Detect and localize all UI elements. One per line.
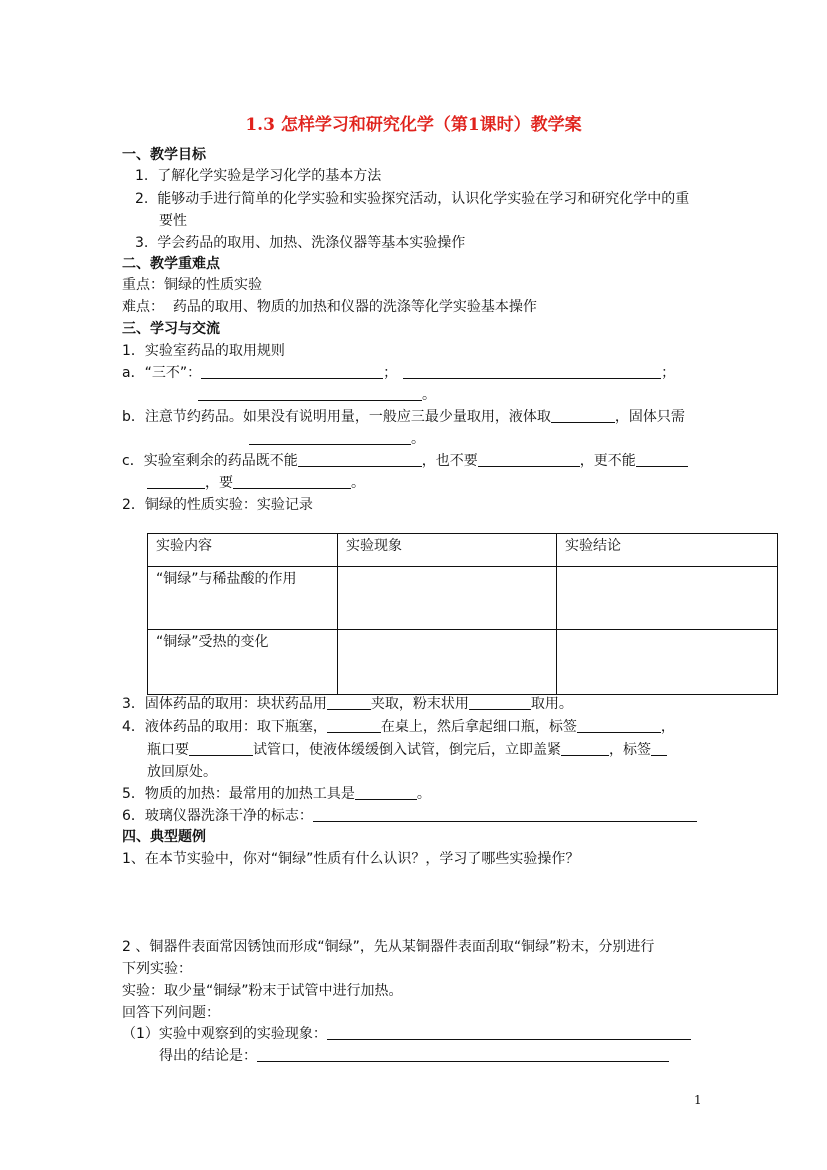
- period: 。: [351, 475, 365, 491]
- q4-text-f: ，标签: [609, 742, 651, 758]
- q4-text-e: 试管口，使液体缓缓倒入试管，倒完后，立即盖紧: [253, 742, 561, 758]
- rule-a-line2: [198, 386, 436, 404]
- q6-text: 6．玻璃仪器洗涤干净的标志：: [122, 808, 313, 824]
- question-4: [122, 718, 675, 736]
- key-point: 重点：铜绿的性质实验: [122, 277, 262, 293]
- section-heading-key-points: 二、教学重难点: [122, 256, 220, 272]
- rule-c-mid2: ，更不能: [579, 453, 636, 469]
- example-2-q1-conclusion: [159, 1047, 669, 1065]
- question-2: 2．铜绿的性质实验：实验记录: [122, 497, 313, 513]
- section-heading-study: 三、学习与交流: [122, 321, 220, 337]
- rule-c-mid3: ，要: [205, 475, 233, 491]
- blank-q3-2: [469, 695, 531, 710]
- example-2-answer-prompt: 回答下列问题：: [122, 1005, 220, 1021]
- experiment-record-table: [147, 533, 778, 695]
- rule-c-mid1: ，也不要: [421, 453, 478, 469]
- blank-c1: [298, 452, 422, 467]
- table-header-content: 实验内容: [148, 534, 338, 567]
- ex2-q1b-text: 得出的结论是：: [159, 1048, 257, 1064]
- blank-q4-1: [327, 718, 381, 733]
- q4-text-d: 瓶口要: [147, 742, 189, 758]
- blank-c4: [147, 474, 205, 489]
- blank-a2: [403, 364, 661, 379]
- table-header-phenomenon: 实验现象: [338, 534, 557, 567]
- goal-item-2-cont: 要性: [159, 213, 187, 229]
- separator: ；: [383, 365, 398, 381]
- period: 。: [422, 387, 436, 403]
- question-5: [122, 785, 431, 803]
- rule-c-line2: [147, 474, 365, 492]
- goal-item-2: 2. 能够动手进行简单的化学实验和实验探究活动，认识化学实验在学习和研究化学中的重: [135, 191, 690, 207]
- blank-a3: [198, 386, 422, 401]
- document-title: 1.3 怎样学习和研究化学（第1课时）教学案: [245, 115, 582, 135]
- table-row-1-phenomenon-cell[interactable]: [338, 567, 557, 630]
- blank-q5: [355, 785, 417, 800]
- section-heading-examples: 四、典型题例: [122, 829, 206, 845]
- period: 。: [416, 786, 431, 802]
- blank-ex2-q1b: [257, 1047, 669, 1062]
- q4-text-a: 4．液体药品的取用：取下瓶塞，: [122, 719, 327, 735]
- table-row-2-content: “铜绿”受热的变化: [148, 630, 338, 695]
- blank-q4-4: [561, 741, 609, 756]
- blank-c2: [478, 452, 580, 467]
- table-row-2-conclusion-cell[interactable]: [557, 630, 778, 695]
- question-3: [122, 695, 573, 713]
- difficult-point: 难点： 药品的取用、物质的加热和仪器的洗涤等化学实验基本操作: [122, 299, 537, 315]
- rule-b-mid: ，固体只需: [614, 409, 685, 425]
- blank-ex2-q1: [327, 1025, 691, 1040]
- blank-c3: [636, 452, 688, 467]
- example-1: 1、在本节实验中，你对“铜绿”性质有什么认识？，学习了哪些实验操作？: [122, 851, 580, 867]
- rule-a-line: [122, 364, 675, 382]
- blank-b1: [551, 408, 615, 423]
- blank-a1: [201, 364, 383, 379]
- table-row-1-conclusion-cell[interactable]: [557, 567, 778, 630]
- table-row-1-content: “铜绿”与稀盐酸的作用: [148, 567, 338, 630]
- example-2-line1: 2 、铜器件表面常因锈蚀而形成“铜绿”，先从某铜器件表面刮取“铜绿”粉末，分别进行: [122, 939, 655, 955]
- question-4-line2: [147, 741, 667, 759]
- q3-text-b: 夹取，粉末状用: [370, 696, 469, 712]
- question-1: 1．实验室药品的取用规则: [122, 343, 285, 359]
- example-2-experiment: 实验：取少量“铜绿”粉末于试管中进行加热。: [122, 983, 403, 999]
- rule-c-label: c．实验室剩余的药品既不能: [122, 453, 298, 469]
- table-row-2-phenomenon-cell[interactable]: [338, 630, 557, 695]
- q4-text-g: 放回原处。: [147, 764, 217, 780]
- separator: ；: [661, 365, 676, 381]
- table-header-conclusion: 实验结论: [557, 534, 778, 567]
- q4-text-b: 在桌上，然后拿起细口瓶，标签: [380, 719, 577, 735]
- q4-text-c: ，: [660, 719, 675, 735]
- blank-b2: [249, 430, 411, 445]
- goal-item-3: 3. 学会药品的取用、加热、洗涤仪器等基本实验操作: [135, 235, 466, 251]
- q3-text-c: 取用。: [530, 696, 573, 712]
- question-6: [122, 807, 697, 825]
- rule-b-text: b．注意节约药品。如果没有说明用量，一般应三最少量取用，液体取: [122, 409, 551, 425]
- ex2-q1-text: （1）实验中观察到的实验现象：: [122, 1026, 327, 1042]
- rule-b-line: [122, 408, 685, 426]
- blank-q4-2: [577, 718, 661, 733]
- example-2-q1: [122, 1025, 691, 1043]
- q3-text-a: 3．固体药品的取用：块状药品用: [122, 696, 327, 712]
- blank-q3-1: [327, 695, 371, 710]
- blank-c5: [233, 474, 351, 489]
- blank-q6: [313, 807, 697, 822]
- blank-q4-3: [189, 741, 253, 756]
- example-2-line2: 下列实验：: [122, 961, 192, 977]
- blank-q4-5: [651, 741, 667, 756]
- q5-text: 5．物质的加热：最常用的加热工具是: [122, 786, 355, 802]
- rule-b-line2: [249, 430, 425, 448]
- page-number: 1: [694, 1093, 702, 1107]
- period: 。: [411, 431, 425, 447]
- section-heading-goals: 一、教学目标: [122, 147, 206, 163]
- goal-item-1: 1. 了解化学实验是学习化学的基本方法: [135, 168, 382, 184]
- rule-a-label: a．“三不”：: [122, 365, 202, 381]
- rule-c-line: [122, 452, 688, 470]
